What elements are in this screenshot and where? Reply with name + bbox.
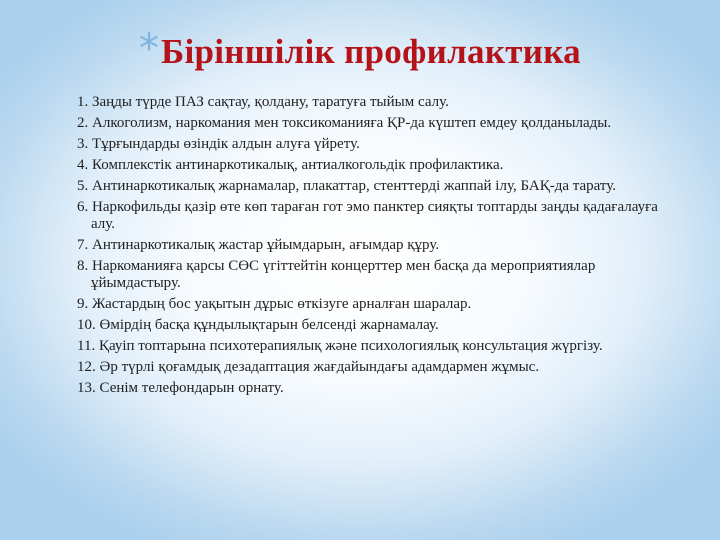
list-item: 8. Наркоманияға қарсы СӨС үгіттейтін концерттер мен басқа да мероприятиялар ұйымдастыру.	[77, 258, 596, 291]
content-list	[77, 94, 677, 401]
list-item: 9. Жастардың бос уақытын дұрыс өткізуге арналған шаралар.	[77, 296, 472, 312]
list-item: 2. Алкоголизм, наркомания мен токсикоманияға ҚР-да күштеп емдеу қолданылады.	[77, 115, 612, 131]
list-item: 5. Антинаркотикалық жарнамалар, плакаттар, стенттерді жаппай ілу, БАҚ-да тарату.	[77, 178, 617, 194]
list-item: 7. Антинаркотикалық жастар ұйымдарын, ағымдар құру.	[77, 237, 440, 253]
list-item: 13. Сенім телефондарын орнату.	[77, 380, 284, 396]
title-bullet-star: *	[139, 26, 159, 72]
list-item: 10. Өмірдің басқа құндылықтарын белсенді жарнамалау.	[77, 317, 439, 333]
list-item: 4. Комплекстік антинаркотикалық, антиалкогольдік профилактика.	[77, 157, 504, 173]
list-item: 3. Тұрғындарды өзіндік алдын алуға үйрету.	[77, 136, 360, 152]
list-item: 11. Қауіп топтарына психотерапиялық және психологиялық консультация жүргізу.	[77, 338, 603, 354]
slide-title	[0, 26, 720, 78]
list-item: 6. Наркофильды қазір өте көп тараған гот эмо панктер сияқты топтарды заңды қадағалауға алу.	[77, 199, 658, 232]
list-item: 1. Заңды түрде ПАЗ сақтау, қолдану, таратуға тыйым салу.	[77, 94, 449, 110]
list-item: 12. Әр түрлі қоғамдық дезадаптация жағдайындағы адамдармен жұмыс.	[77, 359, 540, 375]
title-text: Біріншілік профилактика	[161, 32, 581, 71]
